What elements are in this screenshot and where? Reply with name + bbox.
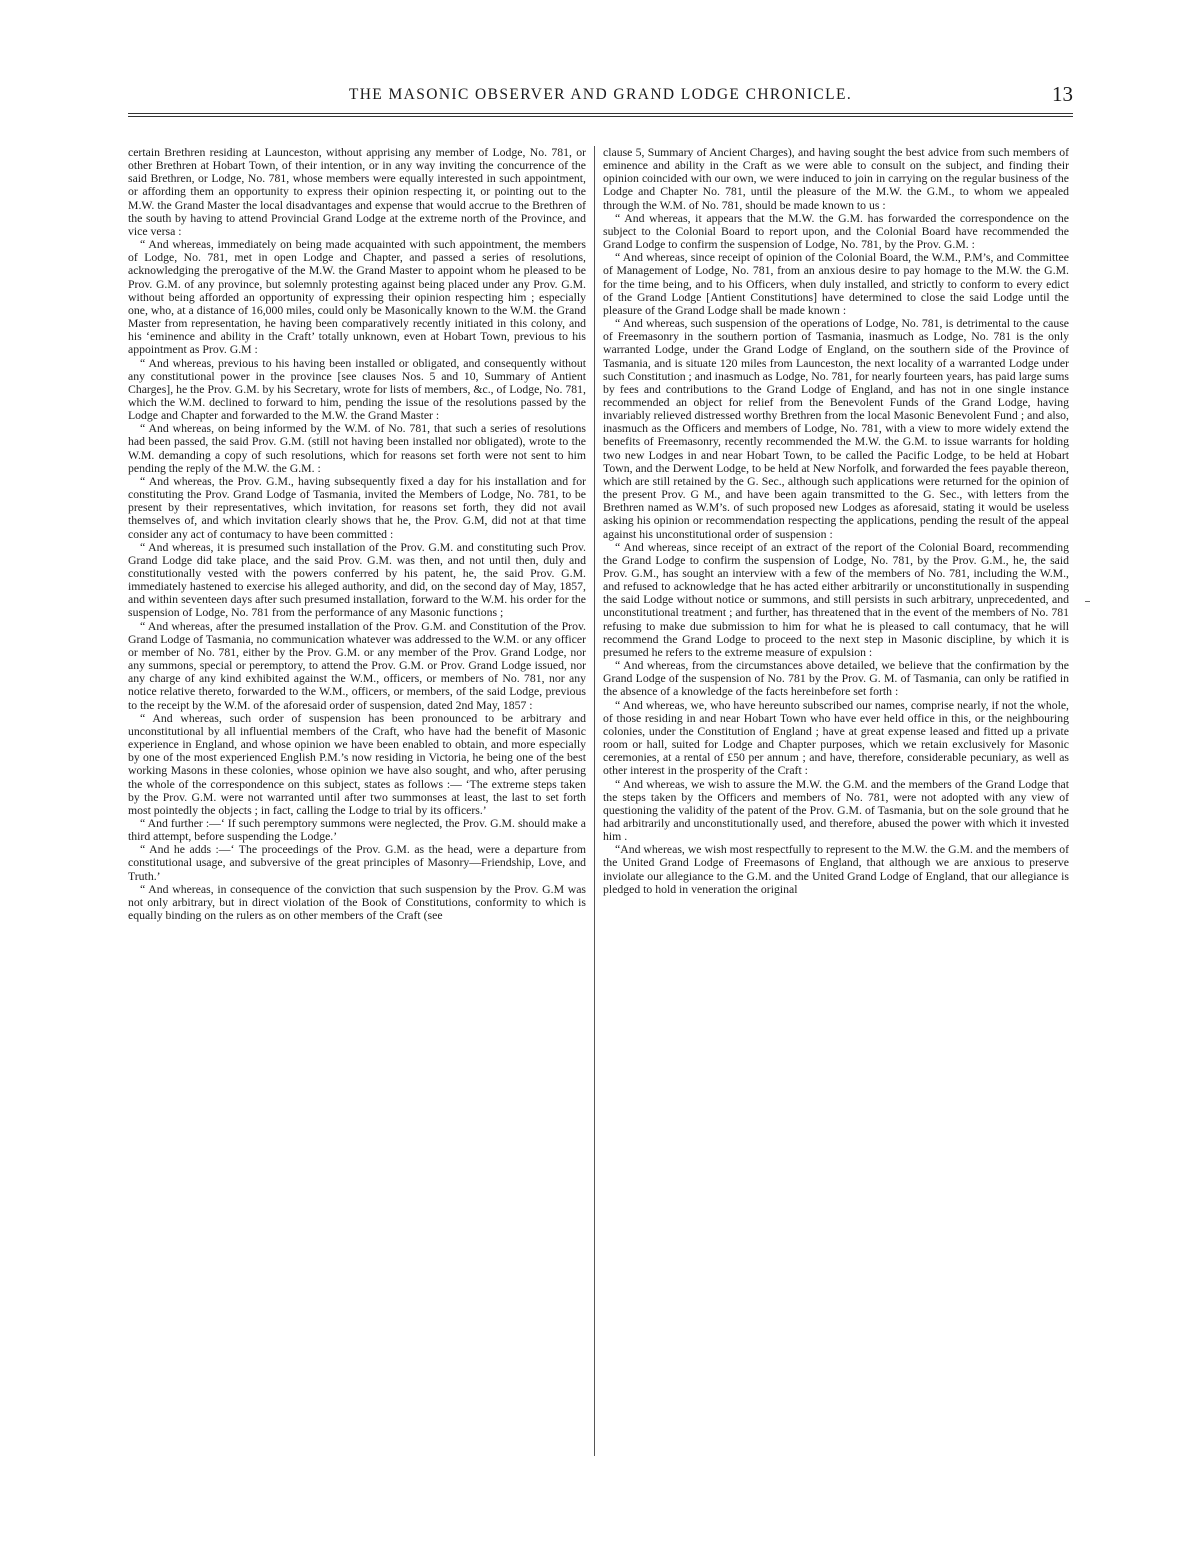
right-column [603,146,1069,1456]
paragraph: “ And he adds :—‘ The proceedings of the Prov. G.M. as the head, were a departure from constitutional usage, and subversive of the great principles of Masonry—Friendship, Love, and Truth.’ [128,843,586,883]
paragraph: “ And whereas, since receipt of opinion of the Colonial Board, the W.M., P.M’s, and Committee of Management of Lodge, No. 781, from an anxious desire to pay homage to the M.W. the G.M. for the time being, and to his Officers, when duly installed, and strictly to conform to every edict of the Grand Lodge [Antient Constitutions] have determined to close the said Lodge until the pleasure of the Grand Lodge shall be made known : [603,251,1069,317]
header-rule-top [128,113,1073,114]
paragraph: “ And whereas, previous to his having been installed or obligated, and consequently without any constitutional power in the province [see clauses Nos. 5 and 10, Summary of Antient Charges], he the Prov. G.M. by his Secretary, wrote for lists of members, &c., of Lodge, No. 781, which the W.M. declined to forward to him, pending the issue of the resolutions passed by the Lodge and Chapter and forwarded to the M.W. the Grand Master : [128,356,586,423]
running-header [128,82,1073,110]
paragraph: “ And whereas, from the circumstances above detailed, we believe that the confirmation by the Grand Lodge of the suspension of No. 781 by the Prov. G. M. of Tasmania, can only be ratified in the absence of a knowledge of the facts hereinbefore set forth : [603,659,1069,699]
paragraph: “ And whereas, the Prov. G.M., having subsequently fixed a day for his installation and for constituting the Prov. Grand Lodge of Tasmania, invited the Members of Lodge, No. 781, to be present by their representatives, which invitation, for reasons set forth, they did not avail themselves of, and which invitation clearly shows that he, the Prov. G.M, did not at that time consider any act of contumacy to have been committed : [128,474,586,541]
paragraph: “ And whereas, we, who have hereunto subscribed our names, comprise nearly, if not the whole, of those residing in and near Hobart Town who have ever held office in this, or the neighbouring colonies, under the Constitution of England ; have at great expense leased and fitted up a private room or hall, suited for Lodge and Chapter purposes, which we retain exclusively for Masonic ceremonies, at a rental of £50 per annum ; and have, therefore, considerable pecuniary, as well as other interest in the prosperity of the Craft : [603,698,1069,778]
paragraph: “ And whereas, in consequence of the conviction that such suspension by the Prov. G.M was not only arbitrary, but in direct violation of the Book of Constitutions, conformity to which is equally binding on the rulers as on other members of the Craft (see [128,882,586,923]
paragraph: “ And whereas, it appears that the M.W. the G.M. has forwarded the correspondence on the subject to the Colonial Board to report upon, and the Colonial Board have recommended the Grand Lodge to confirm the suspension of Lodge, No. 781, by the Prov. G.M. : [603,211,1069,252]
header-rule-bottom [128,116,1073,117]
paragraph: “ And further :—‘ If such peremptory summons were neglected, the Prov. G.M. should make a third attempt, before suspending the Lodge.’ [128,816,586,844]
margin-mark [1085,601,1090,602]
paragraph: “ And whereas, we wish to assure the M.W. the G.M. and the members of the Grand Lodge that the steps taken by the Officers and members of No. 781, were not adopted with any view of questioning the validity of the patent of the Prov. G.M. of Tasmania, but on the sole ground that he had arbitrarily and unconstitutionally used, and therefore, abused the power with which it invested him . [603,777,1069,844]
paragraph: “ And whereas, since receipt of an extract of the report of the Colonial Board, recommending the Grand Lodge to confirm the suspension of Lodge, No. 781, by the Prov. G.M., he, the said Prov. G.M., has sought an interview with a few of the members of No. 781, including the W.M., and refused to acknowledge that he has acted either arbitrarily or unconstitutionally in suspending the said Lodge without notice or summons, and still persists in such arbitrary, unprecedented, and unconstitutional treatment ; and further, has threatened that in the event of the members of No. 781 refusing to make due submission to him for what he is pleased to call contumacy, that he will recommend the Grand Lodge to proceed to the next step in Masonic discipline, by which it is presumed he refers to the extreme measure of expulsion : [603,540,1069,659]
paragraph: “ And whereas, on being informed by the W.M. of No. 781, that such a series of resolutions had been passed, the said Prov. G.M. (still not having been installed nor obligated), wrote to the W.M. demanding a copy of such resolutions, which for reasons set forth were not sent to him pending the reply of the M.W. the G.M. : [128,422,586,475]
paragraph: “ And whereas, after the presumed installation of the Prov. G.M. and Constitution of the Prov. Grand Lodge of Tasmania, no communication whatever was addressed to the W.M. or any officer or member of No. 781, either by the Prov. G.M. or any member of the Prov. Grand Lodge, nor any summons, special or peremptory, to attend the Prov. G.M. or Prov. Grand Lodge issued, nor any charge of any kind exhibited against the W.M., officers, or members of No. 781, nor any notice relative thereto, forwarded to the W.M., officers, or members, of the said Lodge, previous to the receipt by the W.M. of the aforesaid order of suspension, dated 2nd May, 1857 : [128,619,586,712]
paragraph: certain Brethren residing at Launceston, without apprising any member of Lodge, No. 781, or other Brethren at Hobart Town, of their intention, or in any way inviting the concurrence of the said Brethren, or Lodge, No. 781, whose members were equally interested in such appointment, or affording them an opportunity to express their opinion respecting it, or pointing out to the M.W. the Grand Master the local disadvantages and expense that would accrue to the Brethren of the south by having to attend Provincial Grand Lodge at the extreme north of the Province, and vice versa : [128,146,586,238]
paragraph: “And whereas, we wish most respectfully to represent to the M.W. the G.M. and the members of the United Grand Lodge of Freemasons of England, that although we are anxious to preserve inviolate our allegiance to the G.M. and the United Grand Lodge of England, that our allegiance is pledged to hold in veneration the original [603,843,1069,896]
paragraph: “ And whereas, it is presumed such installation of the Prov. G.M. and constituting such Prov. Grand Lodge did take place, and the said Prov. G.M. was then, and not until then, duly and constitutionally vested with the powers conferred by his patent, he, the said Prov. G.M. immediately hastened to exercise his alleged authority, and did, on the second day of May, 1857, and within seventeen days after such presumed installation, forward to the W.M. his order for the suspension of Lodge, No. 781 from the performance of any Masonic functions ; [128,540,586,620]
paragraph: clause 5, Summary of Ancient Charges), and having sought the best advice from such members of eminence and ability in the Craft as we were able to consult on the subject, and finding their opinion coincided with our own, we were induced to join in carrying on the regular business of the Lodge and Chapter No. 781, until the pleasure of the M.W. the G.M., to whom we appealed through the W.M. of No. 781, should be made known to us : [603,146,1069,212]
paragraph: “ And whereas, such order of suspension has been pronounced to be arbitrary and unconstitutional by all influential members of the Craft, who have had the benefit of Masonic experience in England, and whose opinion we have been enabled to obtain, and more especially by one of the most experienced English P.M.’s now residing in Victoria, he being one of the best working Masons in these colonies, whose opinion we have also sought, and who, after perusing the whole of the correspondence on this subject, states as follows :— ‘The extreme steps taken by the Prov. G.M. were not warranted until after two summonses at least, the last to set forth most pointedly the objects ; in fact, calling the Lodge to trial by its officers.’ [128,711,586,817]
paragraph: “ And whereas, immediately on being made acquainted with such appointment, the members of Lodge, No. 781, met in open Lodge and Chapter, and passed a series of resolutions, acknowledging the prerogative of the M.W. the Grand Master to appoint whom he pleased to be Prov. G.M. of any province, but solemnly protesting against being placed under any Prov. G.M. without being afforded an opportunity of expressing their opinion respecting him ; especially one, who, at a distance of 16,000 miles, could only be Masonically known to the W.M. the Grand Master from representation, he having been comparatively recently initiated in this colony, and his ‘eminence and ability in the Craft’ totally unknown, even at Hobart Town, previous to his appointment as Prov. G.M : [128,238,586,357]
left-column [128,146,586,1456]
page-number: 13 [1052,82,1073,106]
page-header-title: THE MASONIC OBSERVER AND GRAND LODGE CHRONICLE. [348,86,853,103]
paragraph: “ And whereas, such suspension of the operations of Lodge, No. 781, is detrimental to the cause of Freemasonry in the southern portion of Tasmania, inasmuch as Lodge, No. 781 is the only warranted Lodge, under the Grand Lodge of England, on the southern side of the Province of Tasmania, and is situate 120 miles from Launceston, the next locality of a warranted Lodge under such Constitution ; and inasmuch as Lodge, No. 781, for nearly fourteen years, has paid large sums by fees and contributions to the Grand Lodge of England, and has not in one single instance recommended an object for relief from the Benevolent Funds of the Grand Lodge, having invariably relieved distressed worthy Brethren from the local Masonic Benevolent Fund ; and also, inasmuch as the Officers and members of Lodge, No. 781, with a view to more widely extend the benefits of Freemasonry, recently recommended the M.W. the G.M. to issue warrants for holding two new Lodges in and near Hobart Town, to be called the Pacific Lodge, to be held at Hobart Town, and the Derwent Lodge, to be held at New Norfolk, and forwarded the fees payable thereon, which are still retained by the G. Sec., although such applications were returned for the opinion of the present Prov. G M., and have been again transmitted to the G. Sec., with letters from the Brethren named as W.M’s. of such proposed new Lodges as aforesaid, stating it would be useless asking his opinion or recommendation respecting the applications, pending the result of the appeal against his unconstitutional order of suspension : [603,317,1069,541]
column-divider [594,146,595,1456]
